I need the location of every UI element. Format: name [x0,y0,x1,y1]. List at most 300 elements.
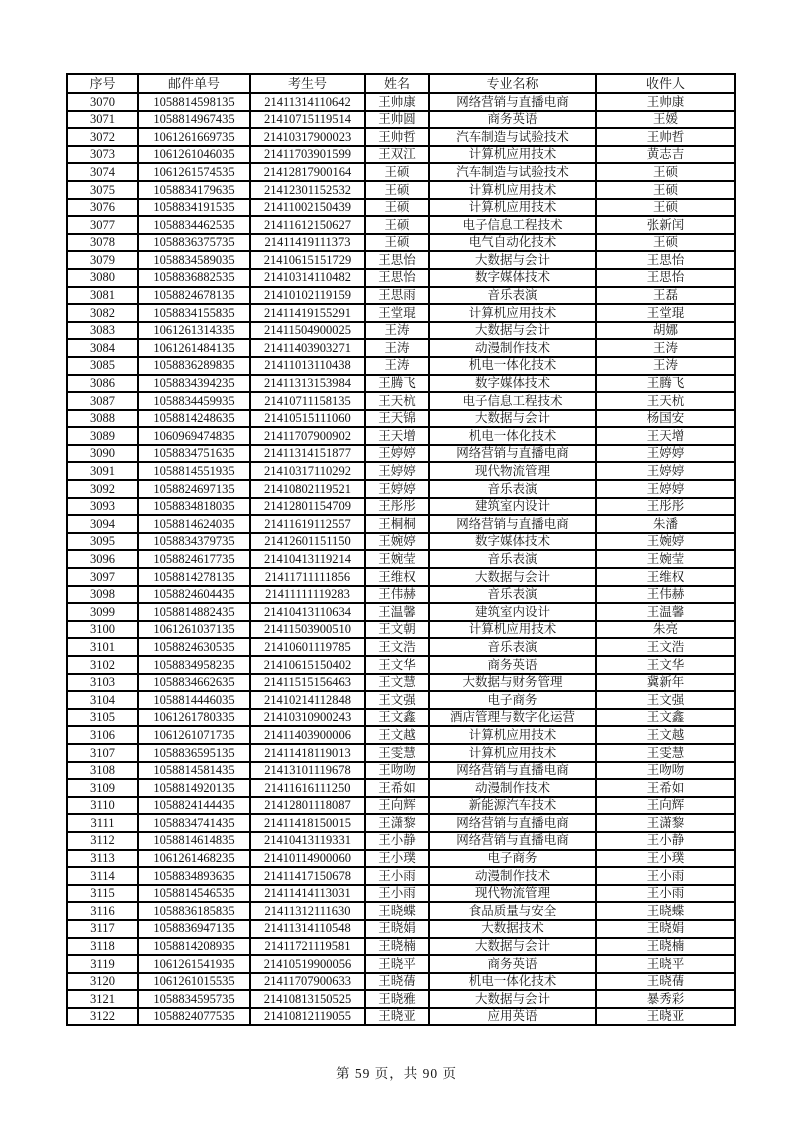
table-cell: 音乐表演 [429,550,596,568]
table-cell: 1058836947135 [138,920,250,938]
table-cell: 21411417150678 [250,867,365,885]
table-cell: 音乐表演 [429,586,596,604]
table-row [67,726,735,744]
table-row [67,445,735,463]
table-cell: 1058814882435 [138,603,250,621]
table-cell: 1060969474835 [138,427,250,445]
table-cell: 王小静 [596,832,735,850]
column-header-seq: 序号 [67,74,138,93]
table-cell: 21411403903271 [250,339,365,357]
table-cell: 21411314151877 [250,445,365,463]
table-cell: 王晓蒨 [596,973,735,991]
table-cell: 3076 [67,199,138,217]
table-cell: 21411703901599 [250,146,365,164]
table-cell: 21411711111856 [250,568,365,586]
table-cell: 王晓楠 [365,938,429,956]
table-cell: 王文鑫 [365,709,429,727]
table-cell: 1058836185835 [138,902,250,920]
table-cell: 王晓娟 [365,920,429,938]
table-cell: 王帅圆 [365,111,429,129]
table-cell: 3112 [67,832,138,850]
table-cell: 3120 [67,973,138,991]
table-row [67,339,735,357]
table-cell: 王硕 [596,234,735,252]
table-cell: 王晓蝶 [365,902,429,920]
table-cell: 王吻吻 [365,762,429,780]
table-row [67,427,735,445]
table-cell: 1058836882535 [138,269,250,287]
table-cell: 3084 [67,339,138,357]
table-row [67,533,735,551]
table-cell: 王婷婷 [365,480,429,498]
table-cell: 王硕 [596,163,735,181]
table-cell: 电子信息工程技术 [429,392,596,410]
table-cell: 王思雨 [365,287,429,305]
table-cell: 王思怡 [365,251,429,269]
table-cell: 21410519900056 [250,955,365,973]
table-cell: 动漫制作技术 [429,867,596,885]
table-row [67,779,735,797]
table-cell: 21411418119013 [250,744,365,762]
table-cell: 21412601151150 [250,533,365,551]
table-cell: 21410802119521 [250,480,365,498]
table-cell: 1058824617735 [138,550,250,568]
table-row [67,762,735,780]
table-cell: 现代物流管理 [429,885,596,903]
table-cell: 王硕 [365,199,429,217]
table-cell: 21410515111060 [250,410,365,428]
table-cell: 1058814446035 [138,691,250,709]
table-cell: 商务英语 [429,955,596,973]
table-cell: 1058834191535 [138,199,250,217]
table-cell: 机电一体化技术 [429,357,596,375]
table-cell: 21410314110482 [250,269,365,287]
table-cell: 王思怡 [365,269,429,287]
table-row [67,850,735,868]
table-cell: 1058814581435 [138,762,250,780]
table-cell: 1058814278135 [138,568,250,586]
table-row [67,199,735,217]
table-cell: 大数据与财务管理 [429,674,596,692]
table-cell: 机电一体化技术 [429,973,596,991]
table-cell: 1058814551935 [138,462,250,480]
table-row [67,251,735,269]
table-cell: 王文越 [596,726,735,744]
table-cell: 王文浩 [365,638,429,656]
table-cell: 1058814546535 [138,885,250,903]
table-cell: 21411314110548 [250,920,365,938]
table-cell: 王文浩 [596,638,735,656]
table-row [67,1008,735,1026]
table-cell: 3103 [67,674,138,692]
table-cell: 3089 [67,427,138,445]
table-cell: 王小璞 [596,850,735,868]
table-row [67,867,735,885]
table-cell: 3079 [67,251,138,269]
table-cell: 杨国安 [596,410,735,428]
table-cell: 王硕 [596,181,735,199]
table-row [67,304,735,322]
table-cell: 21411403900006 [250,726,365,744]
table-cell: 王文慧 [365,674,429,692]
table-cell: 王文越 [365,726,429,744]
table-cell: 1058834751635 [138,445,250,463]
table-cell: 王温馨 [596,603,735,621]
table-cell: 3072 [67,128,138,146]
table-cell: 21411707900902 [250,427,365,445]
table-cell: 21412801154709 [250,498,365,516]
table-cell: 大数据与会计 [429,410,596,428]
table-row [67,621,735,639]
table-cell: 21411619112557 [250,515,365,533]
table-cell: 1058814614835 [138,832,250,850]
table-cell: 动漫制作技术 [429,339,596,357]
table-cell: 21411515156463 [250,674,365,692]
table-cell: 数字媒体技术 [429,533,596,551]
table-cell: 王向辉 [596,797,735,815]
table-cell: 酒店管理与数字化运营 [429,709,596,727]
table-cell: 1058814248635 [138,410,250,428]
column-header-candidate: 考生号 [250,74,365,93]
table-cell: 王晓亚 [365,1008,429,1026]
table-cell: 1058814920135 [138,779,250,797]
table-cell: 王硕 [365,181,429,199]
table-cell: 王帅康 [365,93,429,111]
table-cell: 王媛 [596,111,735,129]
table-cell: 3085 [67,357,138,375]
table-cell: 王晓蒨 [365,973,429,991]
table-cell: 王希如 [596,779,735,797]
table-row [67,691,735,709]
table-cell: 21413101119678 [250,762,365,780]
table-cell: 王堂琨 [596,304,735,322]
table-cell: 王婉婷 [596,533,735,551]
table-cell: 3081 [67,287,138,305]
table-row [67,322,735,340]
table-cell: 王帅哲 [596,128,735,146]
table-cell: 王婉婷 [365,533,429,551]
table-cell: 数字媒体技术 [429,375,596,393]
table-cell: 音乐表演 [429,638,596,656]
table-cell: 3093 [67,498,138,516]
page-number-footer: 第 59 页，共 90 页 [336,1066,457,1081]
table-cell: 计算机应用技术 [429,304,596,322]
table-cell: 1058836289835 [138,357,250,375]
table-cell: 王潇黎 [596,814,735,832]
table-body [67,93,735,1025]
table-cell: 3109 [67,779,138,797]
table-cell: 3096 [67,550,138,568]
table-cell: 王思怡 [596,269,735,287]
table-row [67,832,735,850]
table-row [67,269,735,287]
table-cell: 21411503900510 [250,621,365,639]
table-cell: 1058834741435 [138,814,250,832]
table-cell: 王小雨 [596,867,735,885]
table-cell: 王涛 [365,322,429,340]
table-row [67,287,735,305]
table-cell: 大数据与会计 [429,251,596,269]
table-cell: 1058834379735 [138,533,250,551]
table-cell: 王文强 [365,691,429,709]
table-cell: 1058824604435 [138,586,250,604]
table-cell: 21410715119514 [250,111,365,129]
table-cell: 21410812119055 [250,1008,365,1026]
table-cell: 王小雨 [365,885,429,903]
table-row [67,955,735,973]
table-cell: 王彤彤 [365,498,429,516]
table-cell: 计算机应用技术 [429,199,596,217]
table-row [67,146,735,164]
table-row [67,656,735,674]
table-row [67,744,735,762]
table-cell: 21411419111373 [250,234,365,252]
table-cell: 3077 [67,216,138,234]
table-cell: 21410317900023 [250,128,365,146]
table-cell: 王晓亚 [596,1008,735,1026]
table-cell: 3115 [67,885,138,903]
table-cell: 建筑室内设计 [429,603,596,621]
table-cell: 3097 [67,568,138,586]
table-cell: 1061261314335 [138,322,250,340]
table-cell: 21410214112848 [250,691,365,709]
table-header-row [67,74,735,93]
table-cell: 3083 [67,322,138,340]
table-cell: 王晓蝶 [596,902,735,920]
table-cell: 3108 [67,762,138,780]
table-cell: 王思怡 [596,251,735,269]
table-cell: 1061261046035 [138,146,250,164]
table-cell: 王涛 [365,357,429,375]
table-cell: 网络营销与直播电商 [429,814,596,832]
table-cell: 21411616111250 [250,779,365,797]
table-cell: 王婷婷 [596,480,735,498]
table-cell: 王潇黎 [365,814,429,832]
table-cell: 3121 [67,990,138,1008]
table-row [67,920,735,938]
table-cell: 王文强 [596,691,735,709]
table-cell: 3106 [67,726,138,744]
table-cell: 21411313153984 [250,375,365,393]
table-cell: 3091 [67,462,138,480]
table-cell: 3075 [67,181,138,199]
table-cell: 1058814208935 [138,938,250,956]
table-cell: 21410615151729 [250,251,365,269]
table-cell: 1058834462535 [138,216,250,234]
table-cell: 1058814598135 [138,93,250,111]
table-cell: 21411414113031 [250,885,365,903]
table-cell: 汽车制造与试验技术 [429,128,596,146]
table-cell: 1058834179635 [138,181,250,199]
table-cell: 机电一体化技术 [429,427,596,445]
column-header-major: 专业名称 [429,74,596,93]
table-cell: 3094 [67,515,138,533]
table-cell: 网络营销与直播电商 [429,93,596,111]
table-cell: 1061261541935 [138,955,250,973]
table-cell: 王希如 [365,779,429,797]
table-cell: 3098 [67,586,138,604]
table-cell: 21410413119331 [250,832,365,850]
table-cell: 网络营销与直播电商 [429,832,596,850]
table-cell: 21411504900025 [250,322,365,340]
table-cell: 3104 [67,691,138,709]
table-cell: 1058834589035 [138,251,250,269]
table-cell: 3116 [67,902,138,920]
table-cell: 王维权 [596,568,735,586]
table-row [67,990,735,1008]
table-cell: 21410310900243 [250,709,365,727]
table-cell: 王堂琨 [365,304,429,322]
table-row [67,234,735,252]
table-cell: 3114 [67,867,138,885]
table-cell: 冀新年 [596,674,735,692]
table-cell: 王硕 [365,216,429,234]
table-row [67,550,735,568]
table-cell: 1061261015535 [138,973,250,991]
table-row [67,814,735,832]
table-cell: 王小雨 [365,867,429,885]
table-cell: 王帅哲 [365,128,429,146]
table-cell: 王婉莹 [365,550,429,568]
table-cell: 3099 [67,603,138,621]
table-cell: 网络营销与直播电商 [429,515,596,533]
table-cell: 网络营销与直播电商 [429,445,596,463]
table-cell: 21411418150015 [250,814,365,832]
table-cell: 3074 [67,163,138,181]
table-cell: 1061261669735 [138,128,250,146]
table-row [67,181,735,199]
table-cell: 王帅康 [596,93,735,111]
table-cell: 食品质量与安全 [429,902,596,920]
table-cell: 王小雨 [596,885,735,903]
table-cell: 21411312111630 [250,902,365,920]
table-cell: 王温馨 [365,603,429,621]
table-cell: 3088 [67,410,138,428]
table-cell: 21410114900060 [250,850,365,868]
table-cell: 1058834958235 [138,656,250,674]
column-header-name: 姓名 [365,74,429,93]
table-cell: 3113 [67,850,138,868]
table-cell: 1061261574535 [138,163,250,181]
table-cell: 3119 [67,955,138,973]
table-cell: 1058814624035 [138,515,250,533]
table-row [67,357,735,375]
table-cell: 21410813150525 [250,990,365,1008]
table-cell: 21411002150439 [250,199,365,217]
table-row [67,938,735,956]
table-cell: 王硕 [365,163,429,181]
table-cell: 王向辉 [365,797,429,815]
table-cell: 音乐表演 [429,287,596,305]
table-cell: 王婉莹 [596,550,735,568]
table-cell: 朱潘 [596,515,735,533]
table-cell: 1058836595135 [138,744,250,762]
table-cell: 1058834893635 [138,867,250,885]
table-cell: 1061261071735 [138,726,250,744]
table-cell: 1061261037135 [138,621,250,639]
table-cell: 1058834394235 [138,375,250,393]
table-cell: 1058836375735 [138,234,250,252]
table-cell: 3100 [67,621,138,639]
table-cell: 1061261484135 [138,339,250,357]
table-cell: 1058834595735 [138,990,250,1008]
table-row [67,586,735,604]
column-header-recipient: 收件人 [596,74,735,93]
table-cell: 1058834459935 [138,392,250,410]
table-row [67,638,735,656]
table-cell: 3110 [67,797,138,815]
table-cell: 21410711158135 [250,392,365,410]
table-cell: 朱亮 [596,621,735,639]
table-cell: 3087 [67,392,138,410]
table-cell: 3102 [67,656,138,674]
table-cell: 大数据与会计 [429,990,596,1008]
table-cell: 王文鑫 [596,709,735,727]
table-cell: 3092 [67,480,138,498]
table-cell: 1058824144435 [138,797,250,815]
table-cell: 21411111119283 [250,586,365,604]
table-cell: 王文华 [365,656,429,674]
table-cell: 21411419155291 [250,304,365,322]
table-cell: 王双江 [365,146,429,164]
table-cell: 王天杭 [365,392,429,410]
table-cell: 21411612150627 [250,216,365,234]
table-cell: 21412817900164 [250,163,365,181]
table-cell: 3073 [67,146,138,164]
table-row [67,462,735,480]
table-cell: 王磊 [596,287,735,305]
table-cell: 暴秀彩 [596,990,735,1008]
table-cell: 王晓楠 [596,938,735,956]
table-cell: 计算机应用技术 [429,744,596,762]
table-cell: 21411013110438 [250,357,365,375]
table-row [67,885,735,903]
table-cell: 王涛 [596,339,735,357]
table-row [67,480,735,498]
table-cell: 王文华 [596,656,735,674]
table-cell: 王晓平 [365,955,429,973]
table-cell: 王涛 [365,339,429,357]
table-cell: 3080 [67,269,138,287]
table-cell: 王婷婷 [365,462,429,480]
table-cell: 3111 [67,814,138,832]
table-cell: 动漫制作技术 [429,779,596,797]
table-cell: 胡娜 [596,322,735,340]
table-cell: 王小璞 [365,850,429,868]
table-cell: 大数据与会计 [429,938,596,956]
table-cell: 电子信息工程技术 [429,216,596,234]
table-cell: 21410413119214 [250,550,365,568]
table-row [67,973,735,991]
mail-roster-table [66,73,736,1026]
table-cell: 21410102119159 [250,287,365,305]
table-cell: 计算机应用技术 [429,181,596,199]
table-cell: 商务英语 [429,656,596,674]
table-cell: 黄志吉 [596,146,735,164]
table-cell: 数字媒体技术 [429,269,596,287]
table-cell: 王硕 [596,199,735,217]
table-row [67,410,735,428]
table-cell: 音乐表演 [429,480,596,498]
table-cell: 王伟赫 [596,586,735,604]
table-cell: 21410413110634 [250,603,365,621]
table-row [67,498,735,516]
table-row [67,111,735,129]
table-cell: 王小静 [365,832,429,850]
table-cell: 王婷婷 [365,445,429,463]
table-cell: 3071 [67,111,138,129]
table-cell: 计算机应用技术 [429,146,596,164]
